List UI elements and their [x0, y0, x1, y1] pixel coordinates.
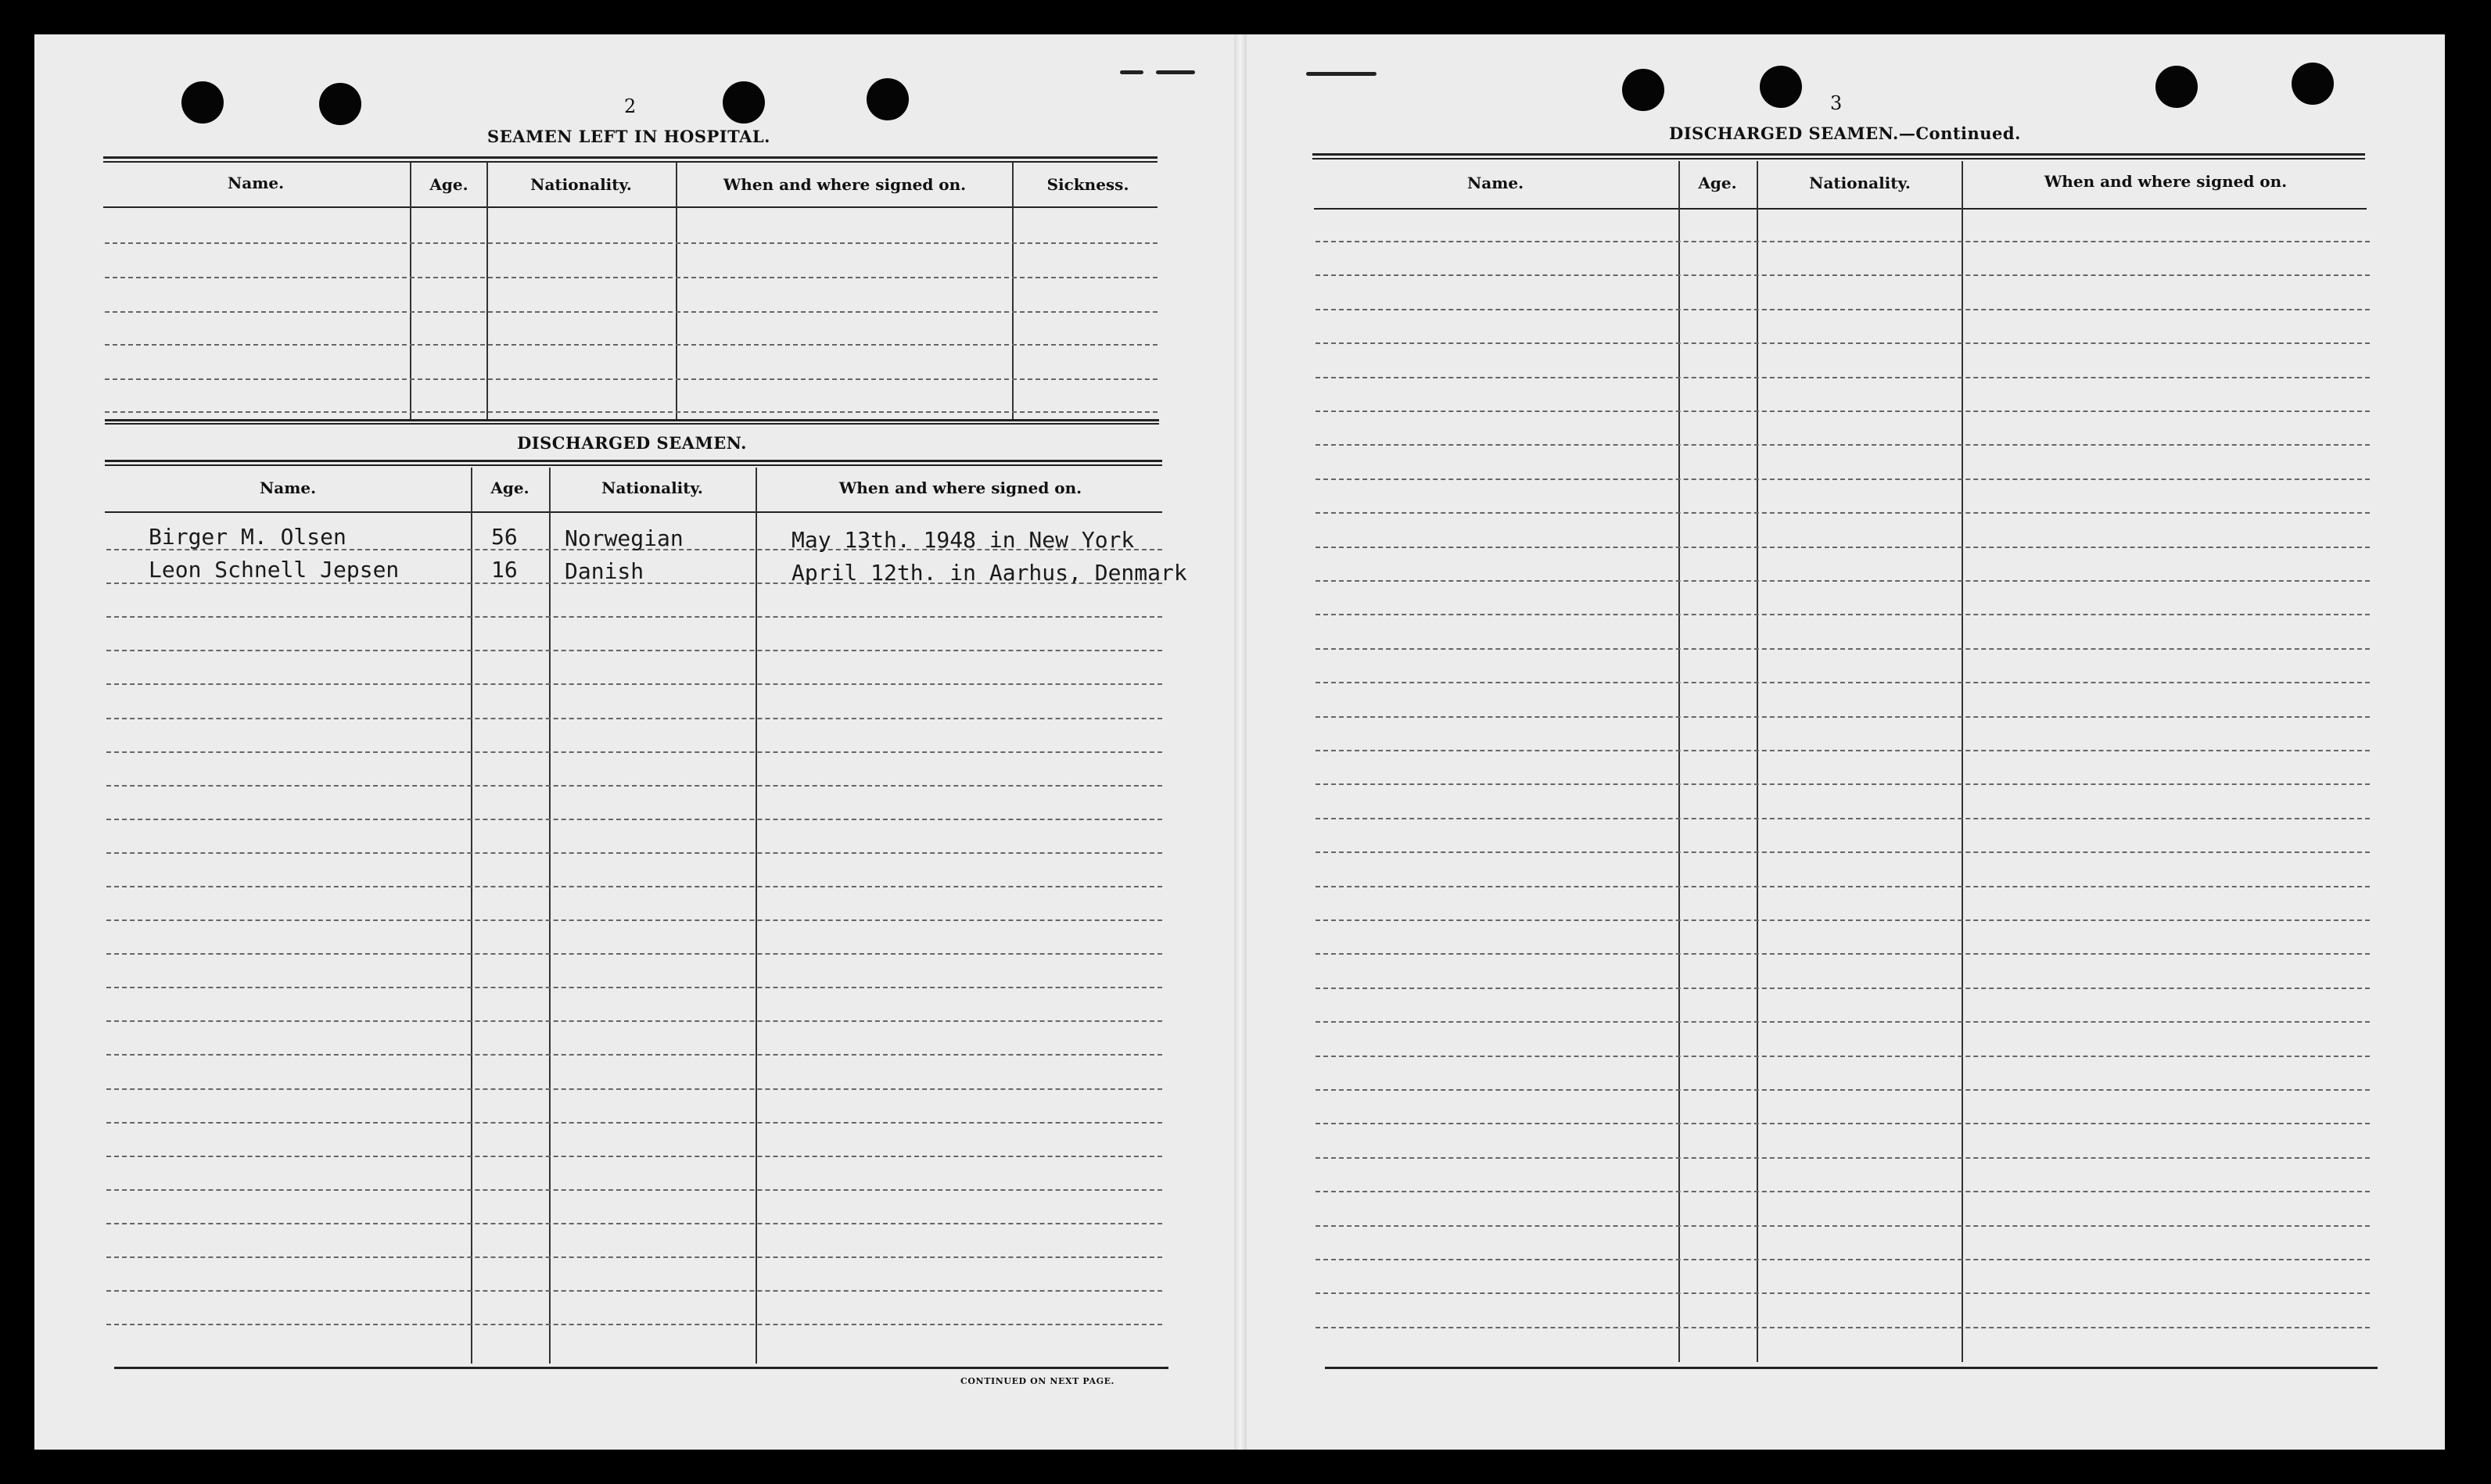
row-line	[1315, 1157, 2370, 1159]
row-line	[1315, 1292, 2370, 1294]
hospital-row-line	[105, 411, 1158, 413]
row-line	[1315, 818, 2370, 819]
row-line	[1315, 614, 2370, 615]
right-header-rule	[1314, 208, 2367, 210]
punch-hole	[319, 83, 361, 125]
right-bottom-rule	[1325, 1367, 2378, 1369]
right-col-divider	[1757, 161, 1758, 1362]
row-line	[106, 751, 1162, 753]
entry-signed-on: April 12th. in Aarhus, Denmark	[791, 560, 1187, 586]
right-header-nationality: Nationality.	[1809, 174, 1911, 192]
hospital-section-title: SEAMEN LEFT IN HOSPITAL.	[487, 127, 770, 146]
hospital-row-line	[105, 378, 1158, 380]
row-line	[106, 819, 1162, 820]
row-line	[1315, 377, 2370, 378]
row-line	[106, 987, 1162, 988]
discharged-bottom-rule	[114, 1367, 1168, 1369]
discharged-section-title: DISCHARGED SEAMEN.	[517, 433, 747, 453]
discharged-continued-title: DISCHARGED SEAMEN.—Continued.	[1669, 124, 2021, 143]
punch-hole	[1760, 66, 1802, 108]
row-line	[106, 1256, 1162, 1258]
entry-name: Leon Schnell Jepsen	[149, 557, 400, 582]
row-line	[1315, 1191, 2370, 1192]
right-header-signed-on: When and where signed on.	[2044, 172, 2288, 191]
ink-smudge	[1306, 72, 1377, 76]
discharged-col-divider	[549, 468, 551, 1364]
page-number: 2	[624, 95, 637, 117]
hospital-top-rule	[103, 156, 1158, 163]
hospital-col-divider	[676, 163, 677, 419]
row-line	[1315, 953, 2370, 955]
discharged-col-divider	[471, 468, 472, 1364]
row-line	[1315, 716, 2370, 718]
row-line	[106, 785, 1162, 787]
hospital-col-divider	[1012, 163, 1014, 419]
punch-hole	[2292, 63, 2334, 105]
hospital-col-divider	[486, 163, 488, 419]
discharged-col-divider	[756, 468, 757, 1364]
hospital-row-line	[105, 242, 1158, 244]
row-line	[1315, 1327, 2370, 1328]
page-fold	[1234, 34, 1247, 1450]
entry-age: 56	[491, 524, 518, 550]
punch-hole	[181, 81, 224, 124]
row-line	[1315, 1021, 2370, 1023]
row-line	[106, 1290, 1162, 1292]
row-line	[106, 1223, 1162, 1224]
entry-signed-on: May 13th. 1948 in New York	[791, 527, 1135, 553]
right-top-rule	[1312, 153, 2365, 160]
row-line	[106, 616, 1162, 618]
row-line	[1315, 580, 2370, 582]
hospital-row-line	[105, 311, 1158, 313]
entry-nationality: Norwegian	[565, 525, 684, 551]
entry-nationality: Danish	[565, 558, 644, 584]
row-line	[1315, 512, 2370, 514]
right-col-divider	[1962, 161, 1963, 1362]
row-line	[106, 1020, 1162, 1022]
discharged-header-age: Age.	[490, 479, 529, 497]
row-line	[106, 650, 1162, 651]
discharged-top-rule	[105, 460, 1162, 466]
row-line	[106, 953, 1162, 955]
ink-smudge	[1120, 70, 1143, 74]
hospital-header-sickness: Sickness.	[1046, 175, 1129, 194]
row-line	[1315, 919, 2370, 921]
row-line	[1315, 1089, 2370, 1091]
row-line	[106, 886, 1162, 887]
punch-hole	[1622, 69, 1664, 111]
row-line	[1315, 1259, 2370, 1260]
row-line	[106, 1122, 1162, 1124]
hospital-header-signed-on: When and where signed on.	[723, 175, 967, 194]
discharged-header-name: Name.	[259, 479, 317, 497]
row-line	[1315, 342, 2370, 344]
row-line	[1315, 479, 2370, 480]
row-line	[1315, 444, 2370, 446]
entry-age: 16	[491, 557, 518, 582]
hospital-col-divider	[410, 163, 411, 419]
hospital-row-line	[105, 344, 1158, 346]
hospital-row-line	[105, 277, 1158, 278]
row-line	[106, 1088, 1162, 1090]
right-header-age: Age.	[1698, 174, 1737, 192]
hospital-header-nationality: Nationality.	[530, 175, 632, 194]
row-line	[1315, 886, 2370, 887]
row-line	[1315, 410, 2370, 412]
ink-smudge	[1156, 70, 1195, 74]
right-header-name: Name.	[1466, 174, 1524, 192]
row-line	[1315, 547, 2370, 548]
entry-name: Birger M. Olsen	[149, 524, 346, 550]
page-number: 3	[1830, 92, 1843, 114]
row-line	[1315, 241, 2370, 242]
punch-hole	[2155, 66, 2198, 108]
row-line	[106, 852, 1162, 854]
row-line	[1315, 1225, 2370, 1227]
row-line	[1315, 274, 2370, 276]
row-line	[106, 1189, 1162, 1191]
hospital-header-age: Age.	[429, 175, 468, 194]
row-line	[1315, 1123, 2370, 1124]
row-line	[106, 718, 1162, 719]
hospital-header-rule	[103, 206, 1158, 208]
row-line	[106, 1156, 1162, 1157]
punch-hole	[723, 81, 765, 124]
row-line	[1315, 309, 2370, 310]
row-line	[106, 1054, 1162, 1056]
punch-hole	[867, 78, 909, 120]
continued-note: CONTINUED ON NEXT PAGE.	[960, 1376, 1114, 1386]
discharged-header-signed-on: When and where signed on.	[838, 479, 1082, 497]
row-line	[1315, 1056, 2370, 1057]
row-line	[1315, 682, 2370, 683]
row-line	[1315, 648, 2370, 650]
row-line	[106, 683, 1162, 685]
hospital-header-name: Name.	[227, 174, 285, 192]
row-line	[1315, 851, 2370, 853]
hospital-bottom-rule	[105, 419, 1159, 425]
right-col-divider	[1678, 161, 1680, 1362]
row-line	[1315, 783, 2370, 785]
row-line	[1315, 750, 2370, 751]
row-line	[106, 919, 1162, 921]
row-line	[1315, 988, 2370, 989]
discharged-header-nationality: Nationality.	[601, 479, 703, 497]
row-line	[106, 1324, 1162, 1325]
discharged-header-rule	[105, 511, 1162, 513]
